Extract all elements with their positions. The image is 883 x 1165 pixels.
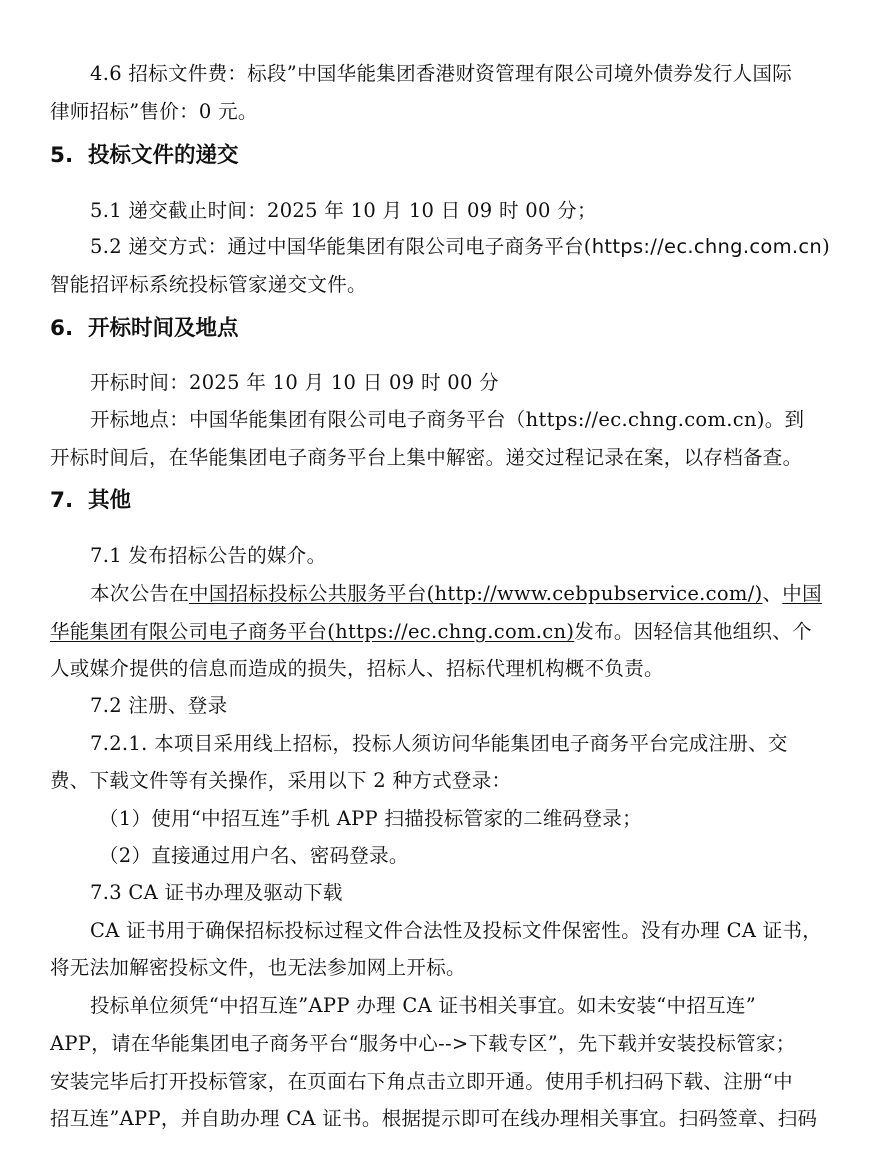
section-7-title: 其他	[88, 488, 132, 513]
s73a-line1: CA 证书用于确保招标投标过程文件合法性及投标文件保密性。没有办理 CA 证书，	[90, 919, 823, 942]
s46-line1: 4.6 招标文件费：标段”中国华能集团香港财资管理有限公司境外债券发行人国际	[90, 62, 793, 85]
s71-para-line1	[90, 580, 822, 608]
section-7-number: 7.	[50, 488, 74, 513]
s71-para-line3: 人或媒介提供的信息而造成的损失，招标人、招标代理机构概不负责。	[50, 657, 664, 680]
s52-line2: 智能招评标系统投标管家递交文件。	[50, 273, 367, 296]
s71-para-line2	[50, 618, 812, 646]
login-option-2: （2）直接通过用户名、密码登录。	[99, 844, 409, 867]
s52-line1	[90, 233, 830, 261]
chng-link-part1[interactable]: 中国	[782, 582, 822, 605]
section-7-heading	[50, 486, 131, 516]
s721-line2: 费、下载文件等有关操作，采用以下 2 种方式登录：	[50, 769, 512, 792]
s51-text: 5.1 递交截止时间：2025 年 10 月 10 日 09 时 00 分；	[90, 199, 597, 222]
opening-place-line1: 开标地点：中国华能集团有限公司电子商务平台（https://ec.chng.com.cn)。到	[90, 408, 805, 431]
cebpubservice-link[interactable]: 中国招标投标公共服务平台(http://www.cebpubservice.com/)	[189, 582, 763, 605]
chng-link-part2[interactable]: 华能集团有限公司电子商务平台(https://ec.chng.com.cn)	[50, 620, 575, 643]
s72-heading: 7.2 注册、登录	[90, 694, 228, 717]
section-6-title: 开标时间及地点	[88, 316, 239, 341]
s73a-line2: 将无法加解密投标文件，也无法参加网上开标。	[50, 956, 466, 979]
section-6-heading	[50, 314, 239, 344]
s71-post: 发布。因轻信其他组织、个	[574, 620, 812, 643]
s52-pre: 5.2 递交方式：通过中国华能集团有限公司电子商务平台(	[90, 235, 592, 258]
s71-sep: 、	[762, 582, 783, 605]
section-6-number: 6.	[50, 316, 74, 341]
s46-line2: 律师招标”售价：0 元。	[50, 100, 258, 123]
section-5-heading	[50, 141, 239, 171]
platform-url-link[interactable]: https://ec.chng.com.cn	[591, 235, 823, 258]
s73b-line2: APP，请在华能集团电子商务平台“服务中心-->下载专区”，先下载并安装投标管家；	[50, 1032, 796, 1055]
opening-time: 开标时间：2025 年 10 月 10 日 09 时 00 分	[90, 371, 499, 394]
section-5-number: 5.	[50, 143, 74, 168]
opening-place-line2: 开标时间后，在华能集团电子商务平台上集中解密。递交过程记录在案，以存档备查。	[50, 446, 803, 469]
s73-heading: 7.3 CA 证书办理及驱动下载	[90, 881, 343, 904]
login-option-1: （1）使用“中招互连”手机 APP 扫描投标管家的二维码登录；	[99, 807, 642, 830]
s73b-line4: 招互连”APP，并自助办理 CA 证书。根据提示即可在线办理相关事宜。扫码签章、扫码	[50, 1107, 818, 1130]
s52-post: )	[822, 235, 830, 258]
section-5-title: 投标文件的递交	[88, 143, 239, 168]
s73b-line3: 安装完毕后打开投标管家，在页面右下角点击立即开通。使用手机扫码下载、注册“中	[50, 1070, 793, 1093]
s71-text: 7.1 发布招标公告的媒介。	[90, 544, 327, 567]
s73b-line1: 投标单位须凭“中招互连”APP 办理 CA 证书相关事宜。如未安装“中招互连”	[90, 994, 756, 1017]
s721-line1: 7.2.1. 本项目采用线上招标，投标人须访问华能集团电子商务平台完成注册、交	[90, 732, 788, 755]
s71-pre: 本次公告在	[90, 582, 190, 605]
